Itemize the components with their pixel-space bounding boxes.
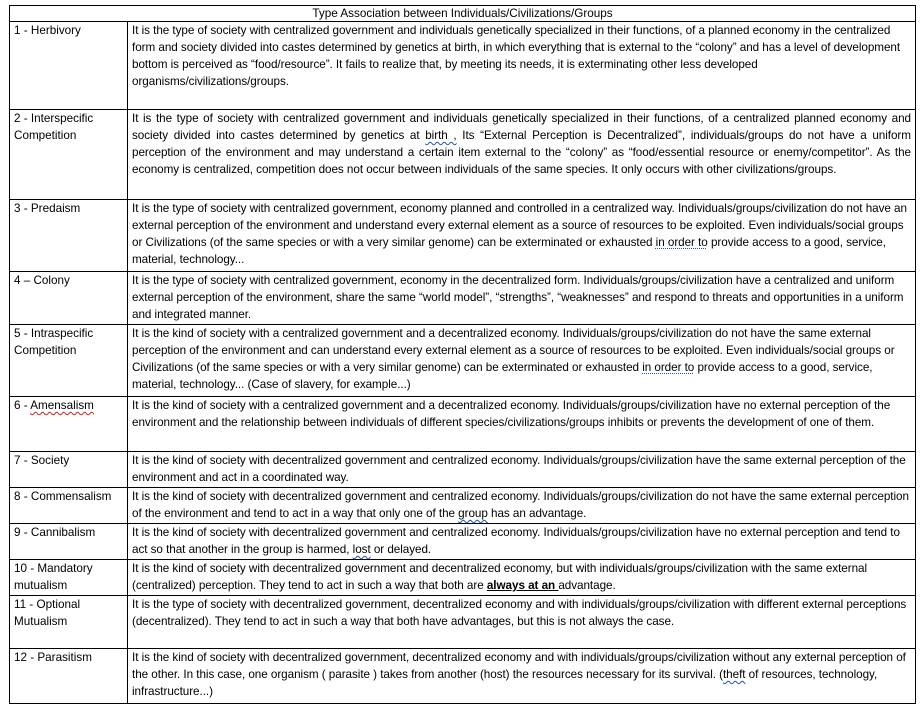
grammar-flag: theft	[722, 668, 746, 682]
emphasis-text: always at an	[486, 579, 559, 593]
grammar-flag: birth ,	[425, 129, 457, 143]
type-description	[128, 649, 916, 704]
type-name: 3 - Predaism	[10, 200, 128, 272]
table-row	[10, 488, 916, 524]
type-name: 10 - Mandatory mutualism	[10, 560, 128, 596]
table-row	[10, 22, 916, 110]
description-text: Its “External Perception is Decentralized”, individuals/groups do not have a uniform perception of the environment and may understand a certain item external to the “colony” as “food/essential resource or enemy/competitor”. As the economy is centralized, competition does not occur between individuals of the same species. It only occurs with other civilizations/groups.	[132, 129, 911, 177]
type-name: 2 - Interspecific Competition	[10, 110, 128, 200]
type-name: 7 - Society	[10, 452, 128, 488]
description-text: has an advantage.	[487, 507, 587, 521]
spelling-flag: Amensalism	[30, 399, 94, 412]
type-description: It is the type of society with centralized government and individuals genetically specialized in their functions, of a planned economy in the centralized form and society divided into castes determined by genetics at birth, in which everything that is external to the “colony” and has a level of development bottom is perceived as “food/resource”. It fails to realize that, by meeting its needs, it is exterminating other less developed organisms/civilizations/groups.	[128, 22, 916, 110]
description-text: provide access to a good, service, material, technology...	[132, 236, 886, 267]
table-row	[10, 110, 916, 200]
grammar-flag: group	[458, 507, 488, 521]
grammar-flag: in order to	[642, 361, 695, 375]
description-text: It is the kind of society with decentralized government, decentralized economy and with individuals/groups/civilization without any external perception of the other. In this case, one organism ( parasite ) takes from another (host) the resources necessary for its survival. (	[132, 651, 906, 682]
type-name: 9 - Cannibalism	[10, 524, 128, 560]
description-text: It is the kind of society with decentralized government and centralized economy. Individuals/groups/civilization have no external perception and tend to act so that another in the group is harmed,	[132, 526, 900, 557]
type-name	[10, 397, 128, 452]
type-description	[128, 110, 916, 200]
table-row	[10, 325, 916, 397]
table-row	[10, 649, 916, 704]
description-text: of resources, technology, infrastructure...)	[132, 668, 878, 699]
grammar-flag: in order to	[655, 236, 708, 250]
description-text: advantage.	[558, 579, 616, 593]
description-text: It is the kind of society with decentralized government and decentralized economy, but with individuals/groups/civilization with the same external (centralized) perception. They tend to act in such a way that both are	[132, 562, 868, 593]
table-row	[10, 596, 916, 649]
type-description: It is the kind of society with a centralized government and a decentralized economy. Individuals/groups/civilization have no external perception of the environment and the relationship between individuals of different species/civilizations/groups inhibits or prevents the development of one of them.	[128, 397, 916, 452]
table-header-row	[10, 6, 916, 22]
type-description	[128, 325, 916, 397]
table-title: Type Association between Individuals/Civilizations/Groups	[10, 6, 916, 22]
table-row	[10, 397, 916, 452]
description-text: It is the kind of society with a centralized government and a decentralized economy. Individuals/groups/civilization do not have the same external perception of the environment and can understand every external element as a source of resources to be exploited. Even individuals/social groups or Civilizations (of the same species or with a very similar genome) can be exterminated or exhausted	[132, 327, 895, 375]
description-text: provide access to a good, service, material, technology... (Case of slavery, for example...)	[132, 361, 873, 392]
grammar-flag: lost	[352, 543, 371, 557]
table-row	[10, 272, 916, 325]
type-description	[128, 200, 916, 272]
type-description: It is the type of society with decentralized government, decentralized economy and with individuals/groups/civilization with different external perceptions (decentralized). They tend to act in such a way that both have advantages, but this is not always the case.	[128, 596, 916, 649]
type-name: 5 - Intraspecific Competition	[10, 325, 128, 397]
description-text: It is the kind of society with decentralized government and centralized economy. Individuals/groups/civilization do not have the same external perception of the environment and tend to act in a way that only one of the	[132, 490, 909, 521]
table-row	[10, 452, 916, 488]
table-row	[10, 524, 916, 560]
type-description	[128, 488, 916, 524]
type-name: 4 – Colony	[10, 272, 128, 325]
description-text: It is the type of society with centralized government, economy planned and controlled in a centralized way. Individuals/groups/civilization do not have an external perception of the environment and understand every external element as a source of resources to be exploited. Even individuals/social groups or Civilizations (of the same species or with a very similar genome) can be exterminated or exhausted	[132, 202, 907, 250]
type-description: It is the type of society with centralized government, economy in the decentralized form. Individuals/groups/civilization have a centralized and uniform external perception of the environment, share the same “world model”, “strengths”, “weaknesses” and respond to threats and opportunities in a uniform and integrated manner.	[128, 272, 916, 325]
description-text: or delayed.	[370, 543, 432, 557]
type-description	[128, 524, 916, 560]
description-text: It is the type of society with centralized government and individuals genetically specialized in their functions, of a centralized planned economy and society divided into castes determined by genetics at	[132, 112, 911, 143]
type-name: 1 - Herbivory	[10, 22, 128, 110]
type-description	[128, 560, 916, 596]
type-number: 6 -	[14, 399, 31, 412]
association-table	[9, 5, 916, 704]
type-name: 8 - Commensalism	[10, 488, 128, 524]
type-name: 12 - Parasitism	[10, 649, 128, 704]
type-description: It is the kind of society with decentralized government and centralized economy. Individuals/groups/civilization have the same external perception of the environment and act in a coordinated way.	[128, 452, 916, 488]
table-row	[10, 560, 916, 596]
type-name: 11 - Optional Mutualism	[10, 596, 128, 649]
table-row	[10, 200, 916, 272]
